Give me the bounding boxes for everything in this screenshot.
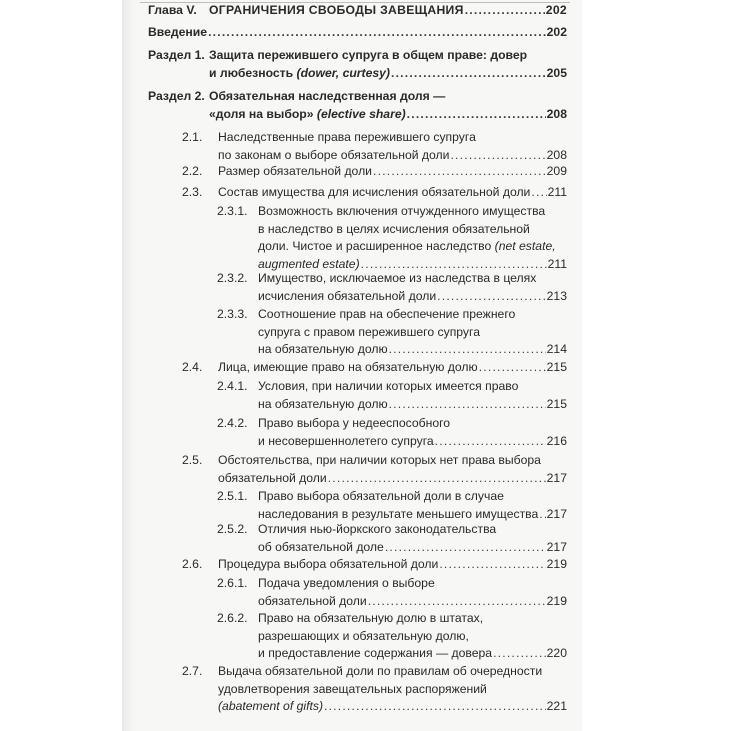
section-title-italic: (dower, curtesy)	[296, 65, 390, 80]
item-number: 2.5.	[182, 453, 203, 467]
page-number: 217	[546, 506, 567, 521]
page-number: 208	[546, 147, 567, 162]
item-title-line: обязательной доли	[258, 593, 367, 608]
item-title-line: наследования в результате меньшего имущества	[258, 506, 539, 521]
item-title-line: об обязательной доле	[258, 539, 384, 554]
leader-dots	[435, 433, 546, 451]
item-number: 2.5.1.	[217, 489, 248, 503]
page-number: 221	[546, 699, 567, 713]
item-title-line: Право выбора обязательной доли в случае	[258, 489, 504, 503]
item-title-line: супруга с правом пережившего супруга	[258, 324, 480, 339]
item-title-line: Процедура выбора обязательной доли	[218, 557, 439, 571]
page-number: 216	[546, 433, 567, 448]
item-title-line: исчисления обязательной доли	[258, 288, 437, 303]
page-number: 211	[547, 185, 567, 199]
item-title-line: в наследство в целях исчисления обязательной	[258, 221, 530, 236]
item-number: 2.4.2.	[217, 416, 248, 430]
item-title-line: и предоставление содержания — довера	[258, 646, 493, 660]
page-number: 219	[546, 557, 567, 571]
leader-dots	[389, 396, 546, 414]
item-number: 2.6.2.	[217, 611, 248, 625]
item-number: 2.3.3.	[217, 307, 248, 321]
leader-dots	[373, 163, 546, 181]
item-title-line: Наследственные права пережившего супруга	[218, 130, 476, 144]
page-number: 209	[546, 164, 567, 178]
item-title-line: Обстоятельства, при наличии которых нет права выбора	[218, 453, 541, 467]
leader-dots	[531, 184, 546, 202]
item-title-line: и несовершеннолетего супруга	[258, 433, 434, 448]
section-title-line: и любезность	[209, 65, 297, 80]
leader-dots	[385, 539, 546, 557]
page-number: 215	[546, 360, 567, 374]
item-title-line: удовлетворения завещательных распоряжений	[218, 681, 487, 696]
item-number: 2.3.2.	[217, 271, 248, 285]
leader-dots	[208, 24, 546, 42]
item-number: 2.3.	[182, 185, 203, 199]
leader-dots	[437, 288, 546, 306]
item-title-line: Состав имущества для исчисления обязательной доли	[218, 185, 531, 199]
leader-dots	[450, 147, 545, 165]
item-number: 2.3.1.	[217, 204, 248, 218]
page-number: 202	[546, 25, 567, 39]
item-title-line: по законам о выборе обязательной доли	[218, 147, 450, 162]
leader-dots	[324, 698, 546, 716]
page-number: 217	[546, 470, 567, 485]
page-number: 219	[546, 593, 567, 608]
section-title-line: Защита пережившего супруга в общем праве: довер	[209, 48, 528, 62]
item-title-line: Размер обязательной доли	[218, 164, 372, 178]
section-number: Раздел 1.	[148, 48, 205, 62]
item-title-line: Право выбора у недееспособного	[258, 416, 451, 430]
item-title-line: Соотношение прав на обеспечение прежнего	[258, 307, 516, 321]
page-number: 213	[546, 288, 567, 303]
page-number: 220	[546, 646, 567, 660]
item-title-line: на обязательную долю	[258, 342, 388, 356]
item-number: 2.4.1.	[217, 379, 248, 393]
item-title-line: Условия, при наличии которых имеется право	[258, 379, 519, 393]
item-title-line: разрешающих и обязательную долю,	[258, 628, 469, 643]
leader-dots	[407, 106, 546, 124]
section-title-line: Обязательная наследственная доля —	[209, 89, 446, 103]
leader-dots	[391, 65, 546, 83]
leader-dots	[368, 593, 546, 611]
item-number: 2.6.1.	[217, 576, 248, 590]
item-title-line: Выдача обязательной доли по правилам об очередности	[218, 664, 543, 678]
item-title-line: Право на обязательную долю в штатах,	[258, 611, 484, 625]
section-title-line: «доля на выбор»	[209, 106, 317, 121]
item-number: 2.4.	[182, 360, 203, 374]
item-title-italic: (abatement of gifts)	[218, 699, 323, 713]
leader-dots	[328, 470, 546, 488]
item-title-line: на обязательную долю	[258, 396, 388, 411]
item-number: 2.1.	[182, 130, 203, 144]
page-number: 205	[546, 65, 567, 80]
leader-dots	[389, 341, 546, 359]
leader-dots	[493, 645, 546, 663]
section-title-italic: (elective share)	[316, 106, 406, 121]
item-number: 2.7.	[182, 664, 203, 678]
page-number: 215	[546, 396, 567, 411]
chapter-title: ОГРАНИЧЕНИЯ СВОБОДЫ ЗАВЕЩАНИЯ	[209, 3, 464, 17]
item-title-line: обязательной доли	[218, 470, 327, 485]
item-title-italic: augmented estate)	[258, 256, 360, 271]
leader-dots	[479, 359, 546, 377]
item-title-line: Подача уведомления о выборе	[258, 576, 435, 590]
page-number: 202	[545, 3, 567, 17]
item-title-line: Лица, имеющие право на обязательную долю	[218, 360, 478, 374]
item-title-line: Возможность включения отчужденного имущества	[258, 204, 546, 218]
item-title-line: Имущество, исключаемое из наследства в целях	[258, 271, 537, 285]
item-number: 2.2.	[182, 164, 203, 178]
page-number: 208	[546, 106, 567, 121]
item-title-italic: (net estate,	[494, 239, 556, 253]
leader-dots	[465, 2, 545, 20]
page-number: 217	[546, 539, 567, 554]
chapter-number: Глава V.	[148, 3, 197, 17]
item-number: 2.6.	[182, 557, 203, 571]
leader-dots	[439, 556, 545, 574]
item-title-line: Отличия нью-йоркского законодательства	[258, 522, 497, 536]
introduction-title: Введение	[148, 25, 208, 39]
item-title-line: доли. Чистое и расширенное наследство	[258, 239, 495, 253]
section-number: Раздел 2.	[148, 89, 205, 103]
item-number: 2.5.2.	[217, 522, 248, 536]
page-number: 214	[546, 342, 567, 356]
page-number: 211	[547, 256, 567, 271]
